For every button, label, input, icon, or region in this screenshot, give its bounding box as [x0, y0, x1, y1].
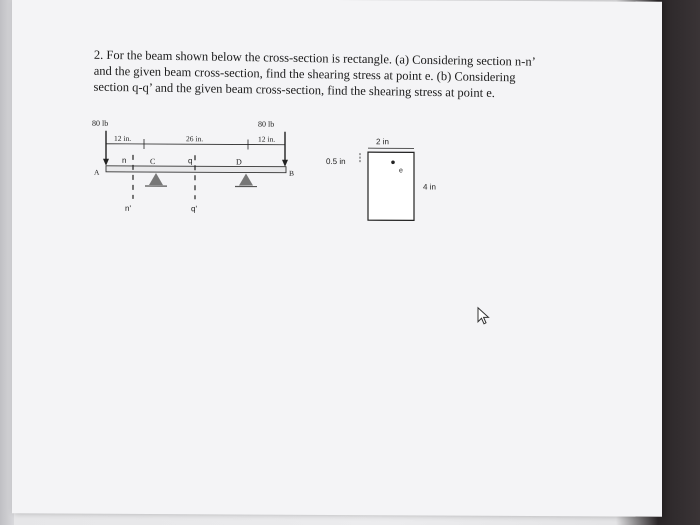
- problem-line-2: and the given beam cross-section, find the shearing stress at point e. (b) Considering: [93, 63, 516, 85]
- arrowhead-right: [282, 160, 288, 167]
- label-q-prime: q': [191, 204, 197, 214]
- paper-sheet: [12, 0, 662, 517]
- dimension-line: [106, 144, 285, 145]
- label-C: C: [150, 157, 156, 167]
- problem-statement: [93, 47, 613, 103]
- point-e-label: e: [399, 167, 403, 175]
- point-e-marker: [391, 160, 395, 164]
- label-n-prime: n': [125, 203, 131, 213]
- dim-right-label: 12 in.: [258, 134, 276, 144]
- label-n: n: [122, 155, 127, 165]
- mouse-cursor-icon: [476, 307, 492, 327]
- support-C: [149, 173, 163, 185]
- dim-mid-label: 26 in.: [186, 134, 204, 144]
- load-right-label: 80 lb: [258, 119, 275, 129]
- section-height-label: 4 in: [423, 182, 436, 192]
- label-D: D: [236, 157, 242, 167]
- arrowhead-left: [103, 159, 109, 166]
- problem-line-1: 2. For the beam shown below the cross-section is rectangle. (a) Considering section n-n’: [93, 47, 536, 69]
- offset-label: 0.5 in: [326, 156, 346, 167]
- problem-line-3: section q-q’ and the given beam cross-section, find the shearing stress at point e.: [93, 79, 496, 101]
- label-A: A: [94, 167, 100, 177]
- cross-section-diagram: [326, 132, 450, 233]
- label-q: q: [188, 156, 193, 166]
- load-left-label: 80 lb: [92, 118, 109, 128]
- rectangular-section: [368, 152, 414, 220]
- label-B: B: [289, 168, 295, 178]
- section-width-label: 2 in: [376, 137, 389, 147]
- support-D: [239, 173, 253, 185]
- dim-left-label: 12 in.: [114, 133, 132, 143]
